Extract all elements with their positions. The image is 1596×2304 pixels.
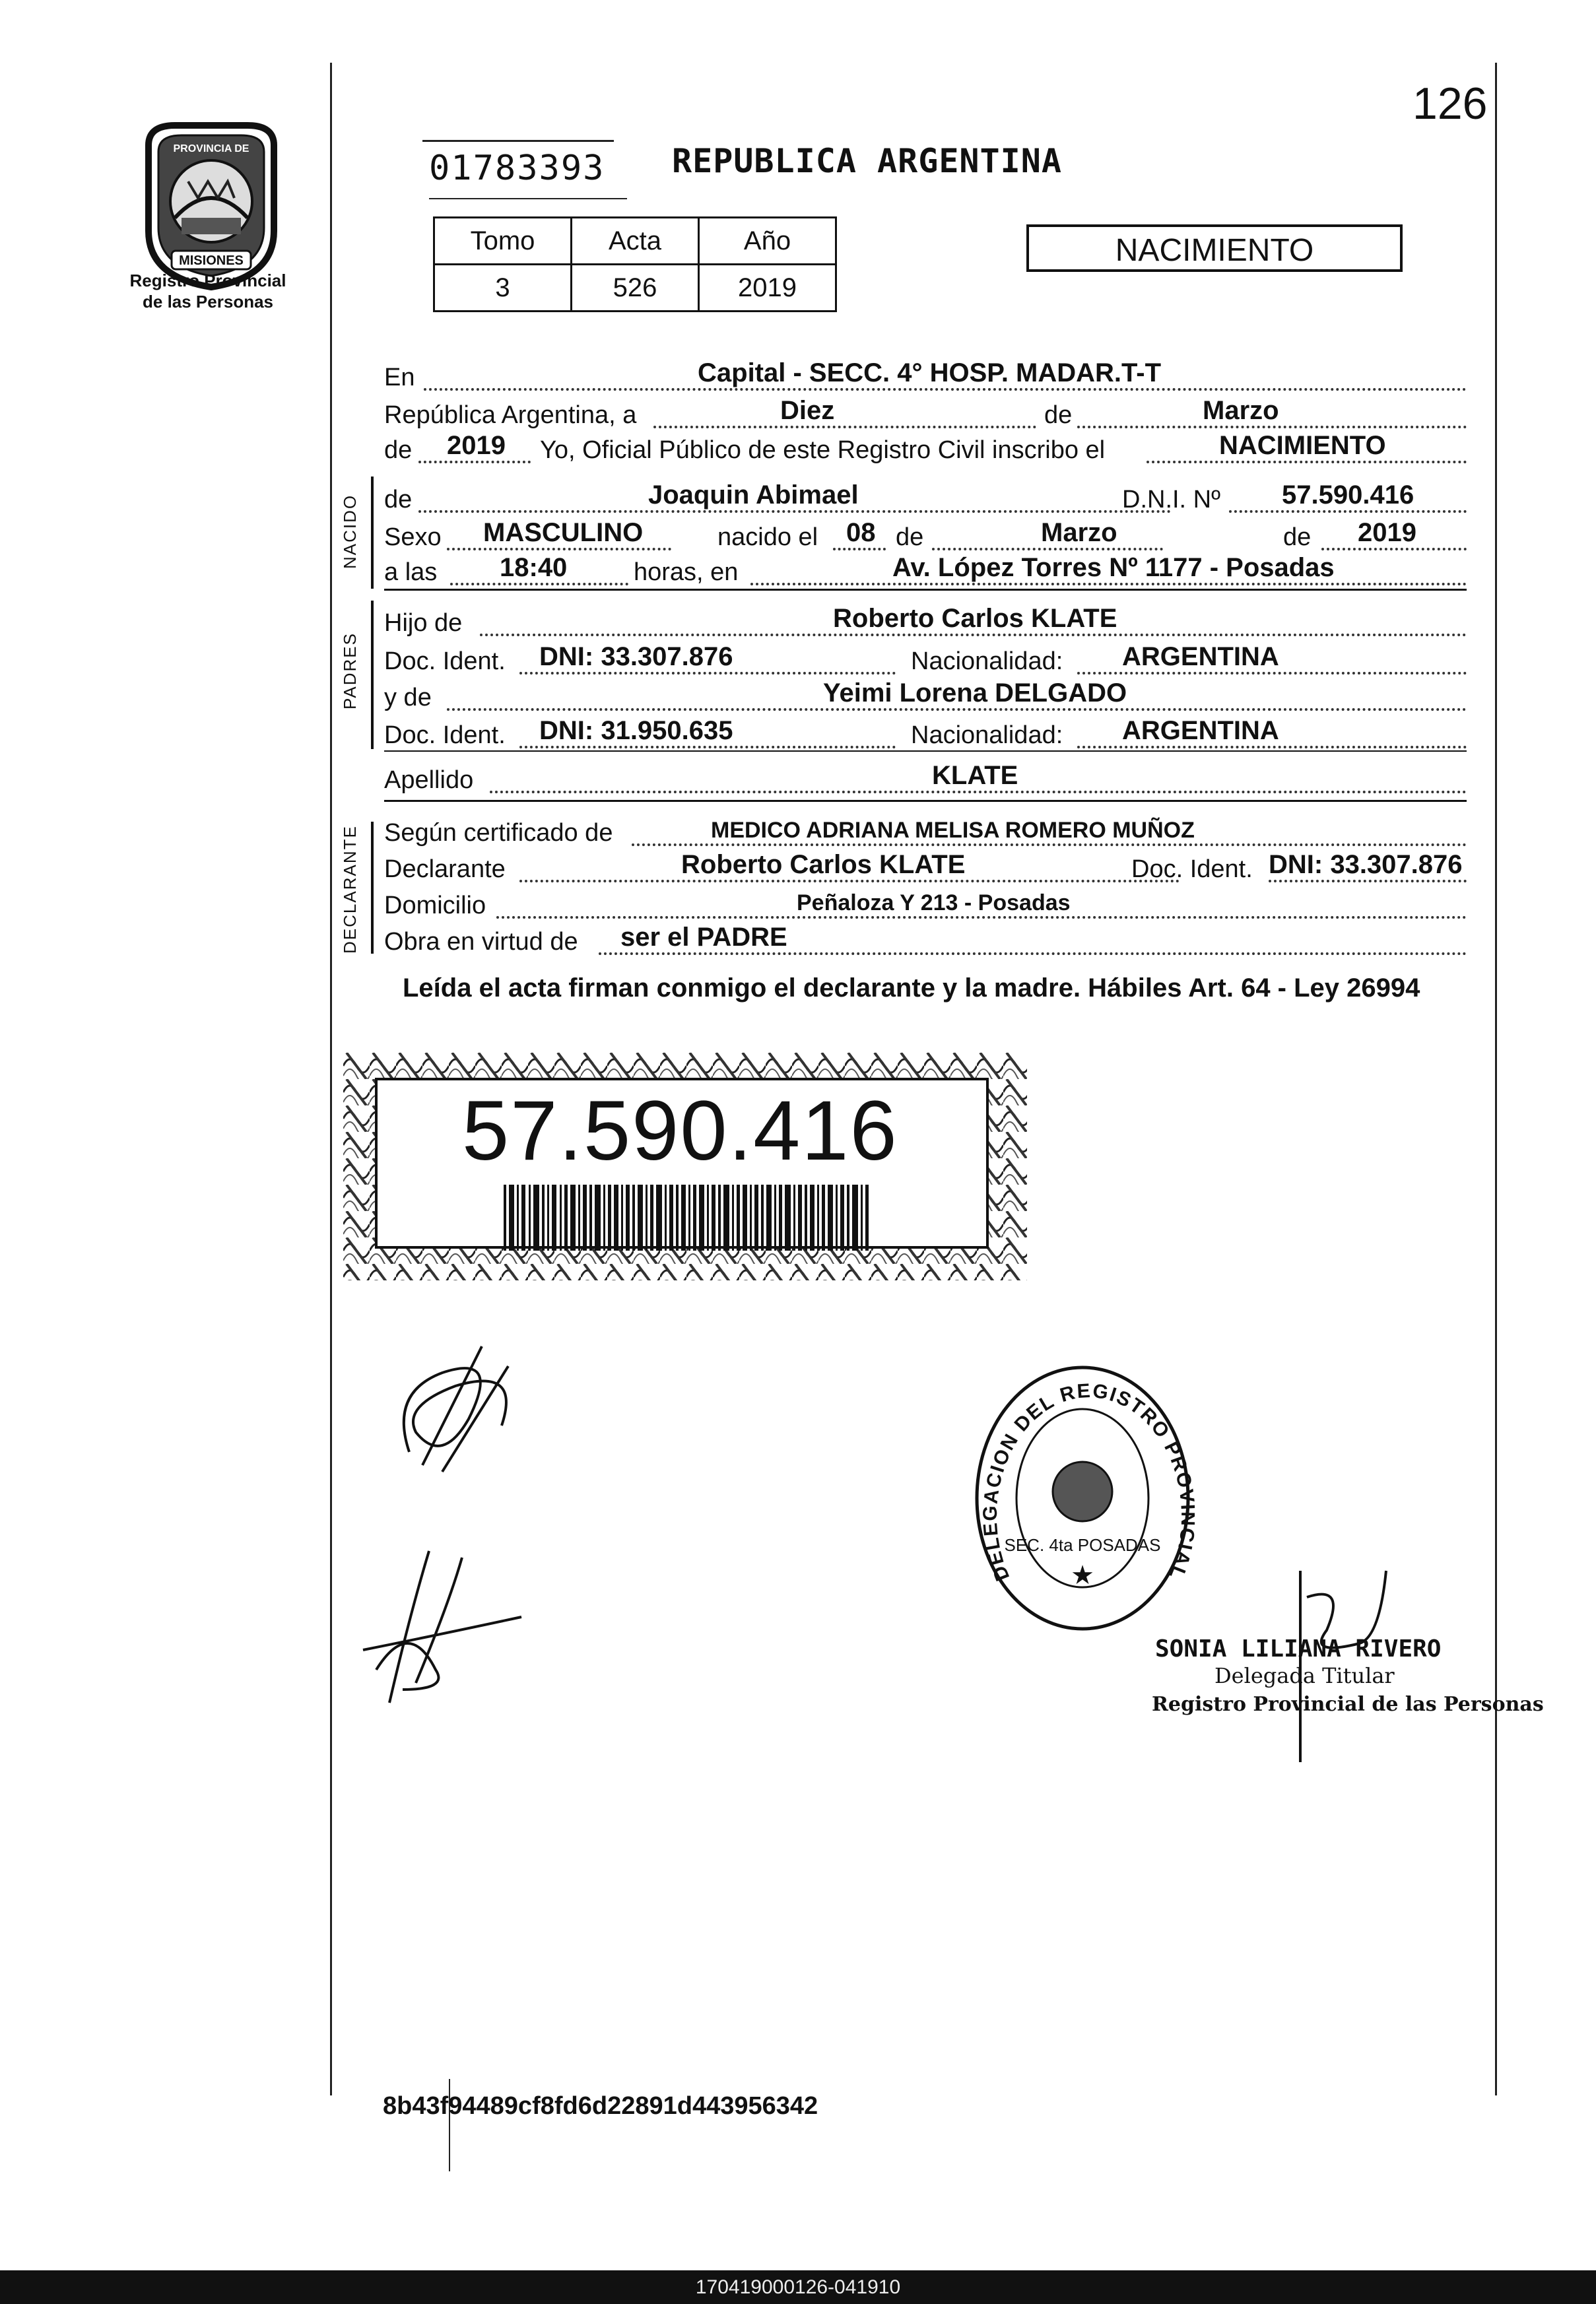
label-en: En xyxy=(384,364,415,391)
value-mother: Yeimi Lorena DELGADO xyxy=(823,678,1127,708)
label-certificado: Según certificado de xyxy=(384,819,613,847)
logo-bottom-text: MISIONES xyxy=(179,253,244,268)
value-child-dni: 57.590.416 xyxy=(1282,480,1414,510)
value-birth-place: Av. López Torres Nº 1177 - Posadas xyxy=(892,553,1335,582)
label-sexo: Sexo xyxy=(384,523,442,551)
dots xyxy=(447,548,671,550)
record-type-box: NACIMIENTO xyxy=(1026,224,1403,272)
value-apellido: KLATE xyxy=(932,761,1018,790)
document-title: REPUBLICA ARGENTINA xyxy=(672,142,1062,180)
value-tomo: 3 xyxy=(434,265,572,312)
logo-caption-line2: de las Personas xyxy=(143,292,273,312)
dots xyxy=(1321,548,1467,550)
row-declarante xyxy=(384,848,1467,888)
value-birth-year: 2019 xyxy=(1358,518,1416,547)
official-stamp xyxy=(970,1360,1195,1637)
dots xyxy=(490,791,1467,793)
left-margin-line xyxy=(330,63,332,2095)
value-en: Capital - SECC. 4° HOSP. MADAR.T-T xyxy=(698,358,1162,387)
padres-label: PADRES xyxy=(340,632,360,709)
declarant-signature xyxy=(370,1333,554,1485)
oficial-text: Yo, Oficial Público de este Registro Civil inscribo el xyxy=(540,436,1106,464)
value-certificado: MEDICO ADRIANA MELISA ROMERO MUÑOZ xyxy=(711,818,1195,843)
label-de2: de xyxy=(384,436,413,464)
label-apellido: Apellido xyxy=(384,766,474,794)
label-alas: a las xyxy=(384,558,438,586)
dots xyxy=(833,548,886,550)
signer-office: Registro Provincial de las Personas xyxy=(1152,1693,1544,1716)
value-year: 2019 xyxy=(447,431,506,460)
separator-padres xyxy=(384,750,1467,752)
dots xyxy=(932,548,1163,550)
value-sexo: MASCULINO xyxy=(483,518,644,547)
dots xyxy=(1077,746,1467,748)
dots xyxy=(1229,510,1467,513)
dots xyxy=(1077,426,1467,428)
dots xyxy=(632,843,1467,846)
value-child-name: Joaquin Abimael xyxy=(648,480,859,510)
row-sexo xyxy=(384,516,1467,556)
svg-text:★: ★ xyxy=(1071,1560,1094,1591)
row-en xyxy=(384,356,1467,396)
value-anio: 2019 xyxy=(699,265,836,312)
dots xyxy=(599,952,1467,955)
label-de-year: de xyxy=(1283,523,1312,551)
row-doc1 xyxy=(384,640,1467,680)
provincial-registry-logo xyxy=(135,119,287,290)
value-nac2: ARGENTINA xyxy=(1122,716,1279,745)
footer-code: 170419000126-041910 xyxy=(695,2276,901,2298)
declarante-label: DECLARANTE xyxy=(340,825,360,954)
header-tomo: Tomo xyxy=(434,218,572,265)
stamp-outer-text: DELEGACION DEL REGISTRO PRO IAL xyxy=(979,1379,1195,1585)
value-inscribo: NACIMIENTO xyxy=(1219,431,1386,460)
header-acta: Acta xyxy=(572,218,699,265)
label-dni: D.N.I. Nº xyxy=(1122,486,1220,513)
label-domicilio: Domicilio xyxy=(384,892,486,919)
value-declarante: Roberto Carlos KLATE xyxy=(681,850,966,879)
row-hijo-de xyxy=(384,602,1467,642)
logo-caption-line1: Registro Provincial xyxy=(129,271,286,290)
dots xyxy=(418,461,531,463)
dots xyxy=(418,510,1171,513)
dni-card-number: 57.590.416 xyxy=(462,1084,898,1178)
nacido-label: NACIDO xyxy=(340,494,360,569)
document-hash: 8b43f94489cf8fd6d22891d443956342 xyxy=(383,2092,818,2120)
value-birth-day: 08 xyxy=(846,518,876,547)
dots xyxy=(1147,461,1467,463)
registry-table xyxy=(433,216,837,312)
dots xyxy=(519,746,896,748)
dots xyxy=(519,672,896,675)
mother-signature xyxy=(350,1538,535,1709)
dots xyxy=(750,583,1467,585)
value-day: Diez xyxy=(780,396,835,425)
label-hijo-de: Hijo de xyxy=(384,609,463,637)
closing-text: Leída el acta firman conmigo el declarante y la madre. Hábiles Art. 64 - Ley 26994 xyxy=(403,973,1420,1003)
dots xyxy=(519,880,1180,882)
label-doc1: Doc. Ident. xyxy=(384,647,506,675)
label-republica: República Argentina, a xyxy=(384,401,637,429)
dots xyxy=(1269,880,1467,882)
dots xyxy=(424,388,1467,391)
value-nac1: ARGENTINA xyxy=(1122,642,1279,671)
stamp-inner-text: SEC. 4ta POSADAS xyxy=(1004,1535,1161,1555)
value-birth-month: Marzo xyxy=(1041,518,1117,547)
signer-name: SONIA LILIANA RIVERO xyxy=(1155,1635,1442,1662)
label-nac1: Nacionalidad: xyxy=(911,647,1063,675)
serial-underline xyxy=(429,198,627,199)
nacido-bar xyxy=(371,477,374,589)
value-doc-declarante: DNI: 33.307.876 xyxy=(1269,850,1463,879)
page-number: 126 xyxy=(1413,79,1488,129)
serial-number: 01783393 xyxy=(429,148,605,188)
label-de-nacido: de xyxy=(384,486,413,513)
value-obra: ser el PADRE xyxy=(620,923,787,952)
label-y-de: y de xyxy=(384,684,432,711)
label-de: de xyxy=(1044,401,1073,429)
logo-top-text: PROVINCIA DE xyxy=(173,143,249,154)
row-republica xyxy=(384,394,1467,434)
dots xyxy=(496,916,1467,919)
separator-nacido xyxy=(384,589,1467,591)
dots xyxy=(447,708,1467,711)
dots xyxy=(653,426,1036,428)
label-de-month: de xyxy=(896,523,924,551)
serial-top-line xyxy=(422,140,614,142)
row-nacido-name xyxy=(384,478,1467,518)
row-oficial xyxy=(384,429,1467,469)
row-certificado xyxy=(384,812,1467,851)
value-time: 18:40 xyxy=(500,553,568,582)
row-hora xyxy=(384,551,1467,591)
separator-apellido xyxy=(384,800,1467,802)
header-anio: Año xyxy=(699,218,836,265)
row-apellido xyxy=(384,759,1467,799)
value-month: Marzo xyxy=(1203,396,1279,425)
value-domicilio: Peñaloza Y 213 - Posadas xyxy=(797,890,1071,915)
label-nac2: Nacionalidad: xyxy=(911,721,1063,749)
label-declarante: Declarante xyxy=(384,855,506,883)
row-obra xyxy=(384,921,1467,960)
value-acta: 526 xyxy=(572,265,699,312)
label-doc-declarante: Doc. Ident. xyxy=(1131,855,1253,883)
label-obra: Obra en virtud de xyxy=(384,928,578,956)
dots xyxy=(480,634,1467,636)
signer-role: Delegada Titular xyxy=(1214,1663,1395,1688)
label-horas: horas, en xyxy=(634,558,739,586)
row-doc2 xyxy=(384,714,1467,754)
label-doc2: Doc. Ident. xyxy=(384,721,506,749)
declarante-bar xyxy=(371,822,374,954)
row-domicilio xyxy=(384,884,1467,924)
padres-bar xyxy=(371,601,374,749)
label-nacido-el: nacido el xyxy=(717,523,818,551)
value-doc2: DNI: 31.950.635 xyxy=(539,716,733,745)
dots xyxy=(450,583,628,585)
right-margin-line xyxy=(1495,63,1497,2095)
dots xyxy=(1077,672,1467,675)
footer-code-bar xyxy=(0,2270,1596,2304)
row-y-de xyxy=(384,676,1467,716)
value-father: Roberto Carlos KLATE xyxy=(833,604,1117,633)
value-doc1: DNI: 33.307.876 xyxy=(539,642,733,671)
